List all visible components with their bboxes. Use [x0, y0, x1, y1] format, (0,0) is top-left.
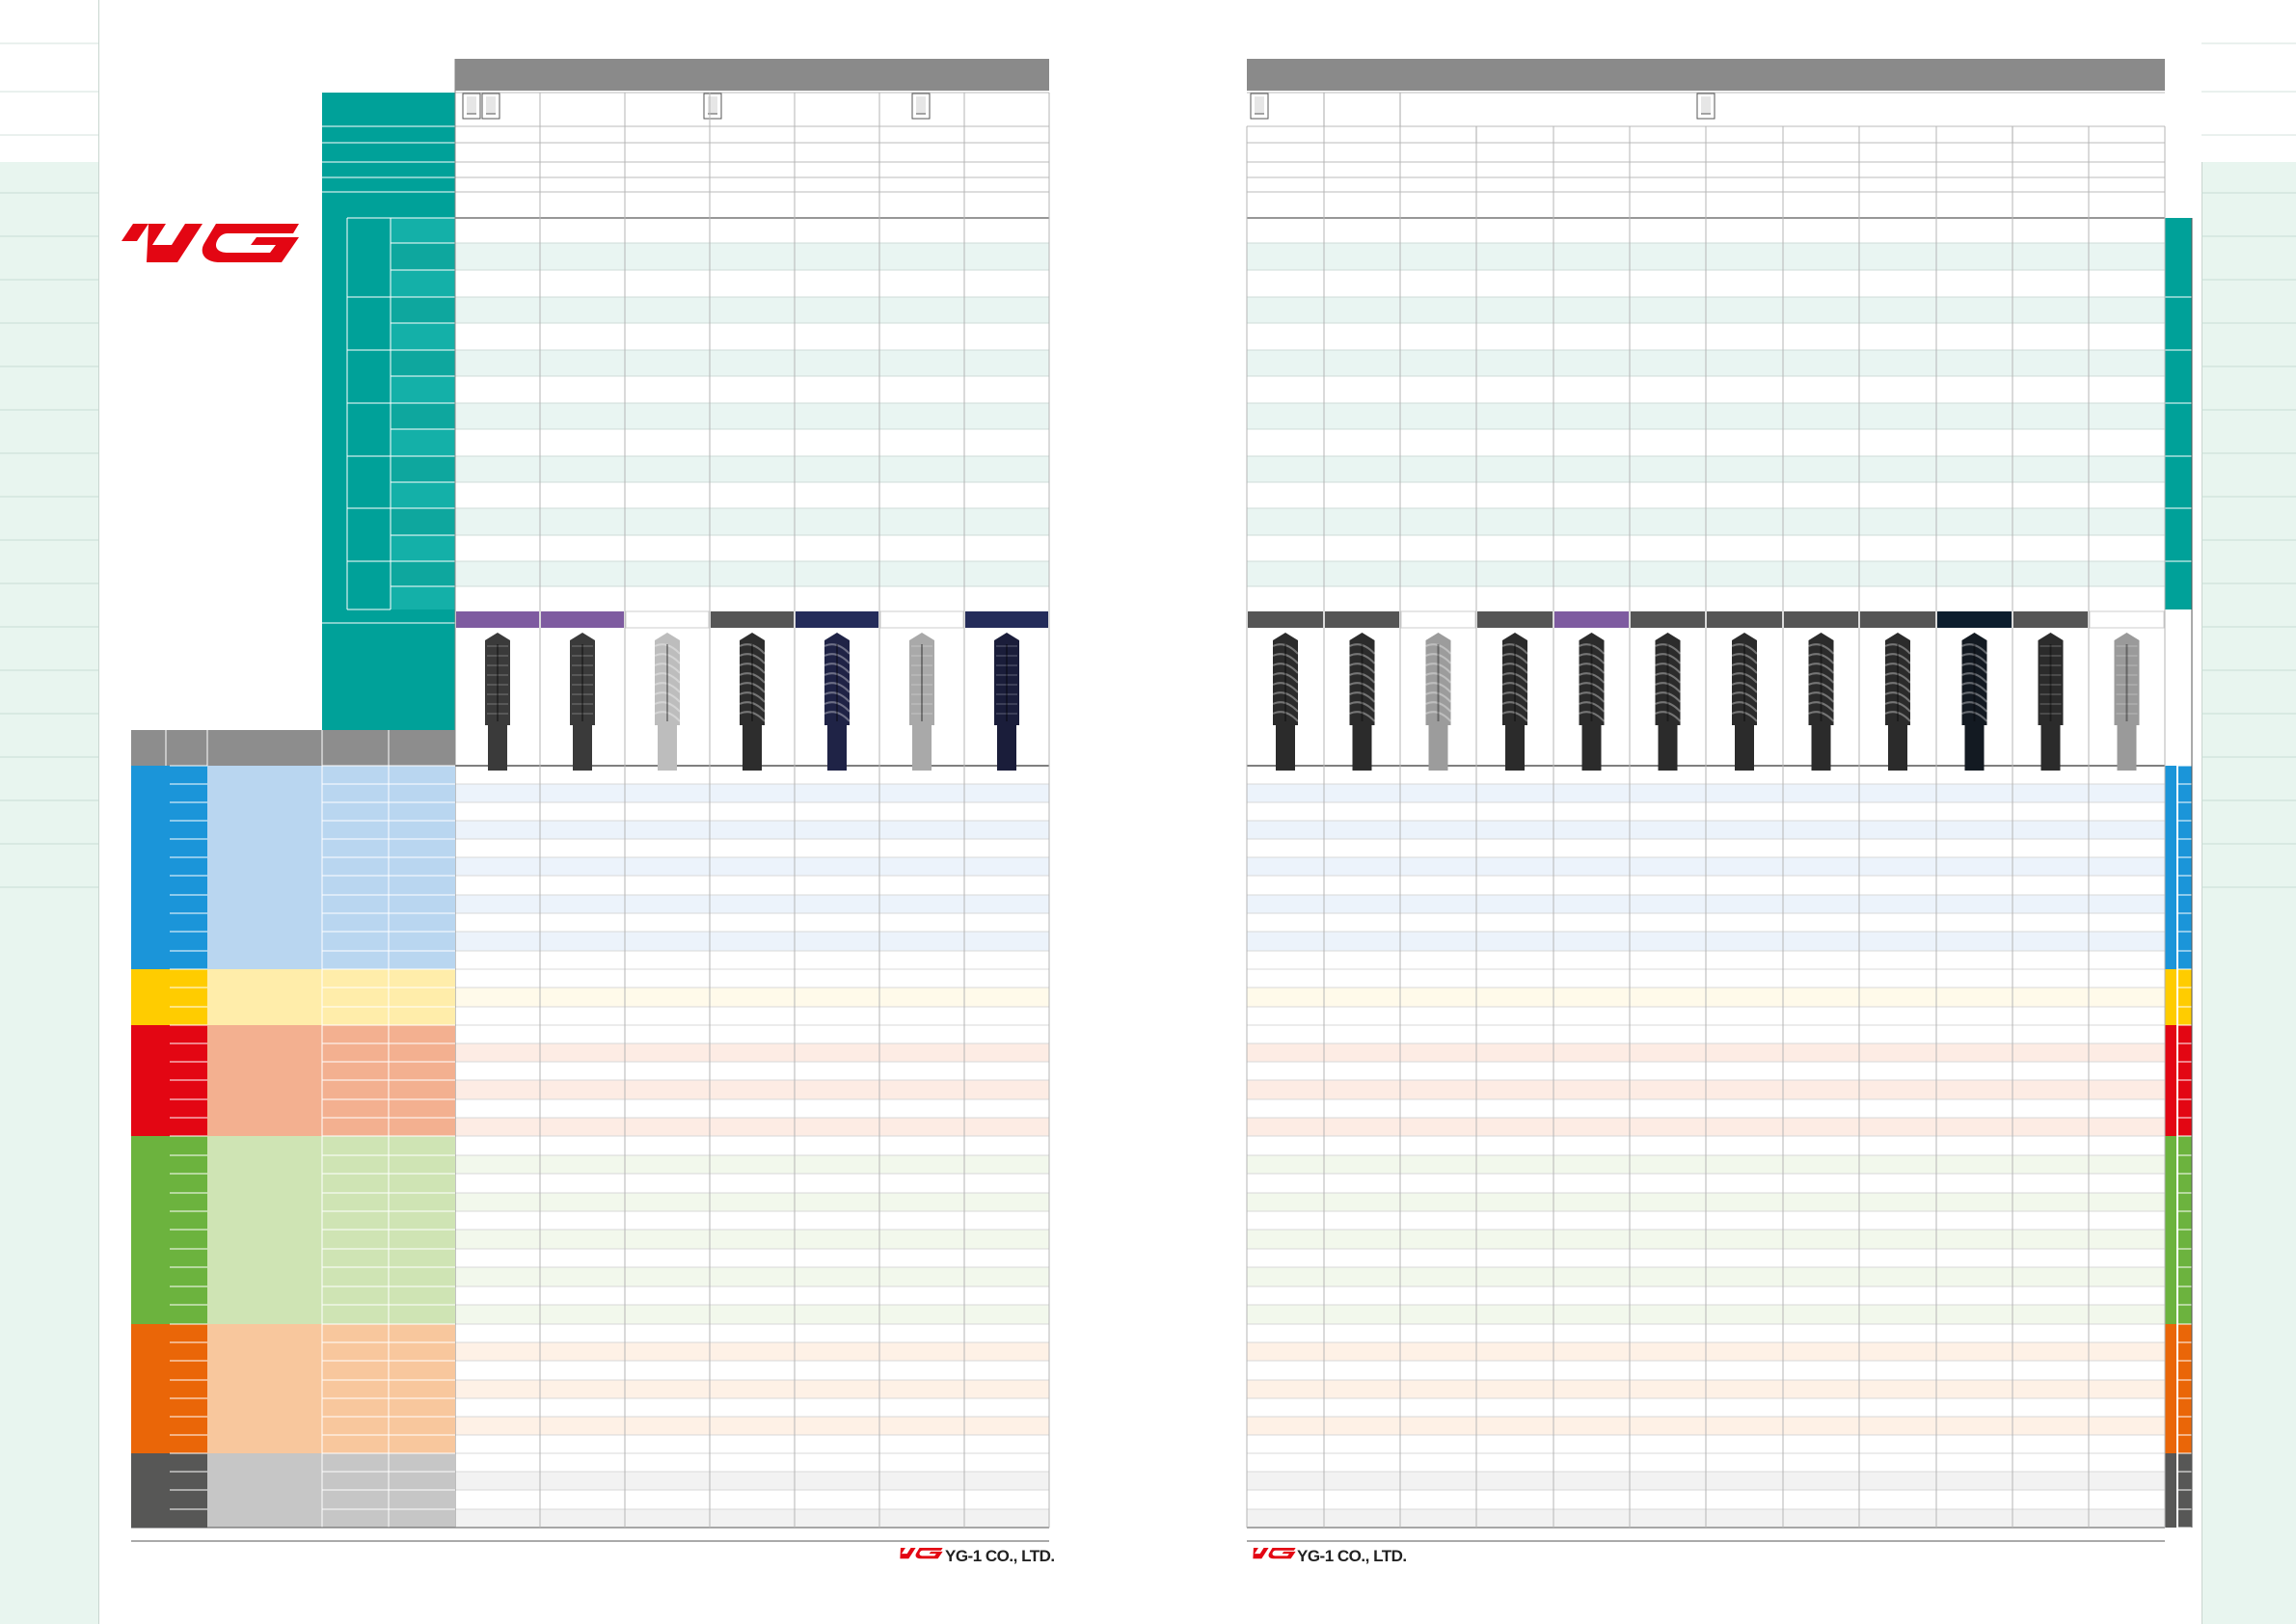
coating-swatch	[1477, 611, 1553, 628]
header-bar-right	[1247, 59, 2165, 91]
tap-blind-hole-icon	[912, 94, 930, 119]
material-row	[455, 1417, 1049, 1435]
teal-subrow	[391, 323, 455, 350]
material-name-N	[207, 1136, 322, 1324]
footer-logo-icon	[900, 1548, 942, 1558]
tap-tool-image	[1656, 633, 1681, 771]
tap-tool-image	[2039, 633, 2064, 771]
iso-edge-tab-S	[2178, 1324, 2192, 1453]
coating-swatch	[1325, 611, 1399, 628]
teal-subrow	[391, 586, 455, 609]
footer-company-left: YG-1 CO., LTD.	[945, 1547, 1055, 1565]
material-row	[455, 1342, 1049, 1361]
yg-logo-icon	[122, 224, 299, 262]
coating-swatch	[1707, 611, 1782, 628]
tap-tool-image	[909, 633, 934, 771]
tap-tool-image	[1809, 633, 1834, 771]
footer-company-right: YG-1 CO., LTD.	[1297, 1547, 1407, 1565]
material-name-M	[207, 969, 322, 1025]
teal-subrow	[391, 429, 455, 456]
app-row	[455, 243, 1049, 270]
logo-stroke	[122, 224, 149, 241]
tap-tool-image	[1426, 633, 1451, 771]
tap-blind-hole-icon	[1251, 94, 1268, 119]
iso-subgroup-P	[166, 766, 207, 969]
material-row	[455, 784, 1049, 802]
iso-edge-tab-P	[2165, 766, 2176, 969]
coating-swatch	[796, 611, 878, 628]
teal-subrow	[391, 535, 455, 561]
teal-subrow	[391, 297, 455, 323]
coating-swatch	[1937, 611, 2012, 628]
tap-tool-image	[740, 633, 765, 771]
app-row	[455, 297, 1049, 323]
coating-swatch	[880, 611, 963, 628]
material-row	[455, 1305, 1049, 1324]
footer-logo-icon	[1253, 1548, 1295, 1558]
material-row	[455, 821, 1049, 839]
teal-subrow	[391, 376, 455, 403]
tap-tool-image	[1732, 633, 1757, 771]
iso-group-K	[131, 1025, 166, 1136]
coating-swatch	[711, 611, 794, 628]
coating-swatch	[1554, 611, 1629, 628]
coating-swatch	[1860, 611, 1935, 628]
app-row	[455, 350, 1049, 376]
left-page	[131, 59, 1049, 1558]
material-row	[455, 1267, 1049, 1286]
tap-tool-image	[655, 633, 680, 771]
teal-subrow	[391, 218, 455, 243]
tap-tool-image	[1350, 633, 1375, 771]
iso-edge-tab-M	[2178, 969, 2192, 1025]
coating-swatch	[1784, 611, 1858, 628]
tap-tool-image	[824, 633, 850, 771]
material-row	[455, 1230, 1049, 1249]
material-row	[455, 1472, 1049, 1490]
tap-blind-hole-icon	[1697, 94, 1715, 119]
tap-tool-image	[570, 633, 595, 771]
app-row	[455, 403, 1049, 429]
teal-subrow	[391, 403, 455, 429]
teal-subrow	[391, 270, 455, 297]
app-row	[455, 561, 1049, 586]
iso-edge-tab-H	[2165, 1453, 2176, 1528]
material-row	[455, 1118, 1049, 1136]
iso-edge-tab-N	[2165, 1136, 2176, 1324]
iso-group-N	[131, 1136, 166, 1324]
iso-subgroup-M	[166, 969, 207, 1025]
tap-blind-hole-icon	[704, 94, 721, 119]
iso-subgroup-S	[166, 1324, 207, 1453]
logo-stroke	[203, 224, 299, 262]
right-page	[1247, 59, 2192, 1558]
coating-swatch	[1631, 611, 1705, 628]
tap-tool-image	[994, 633, 1019, 771]
material-row	[455, 1193, 1049, 1211]
tap-tool-image	[1502, 633, 1527, 771]
tap-tool-image	[1962, 633, 1987, 771]
teal-subrow	[391, 482, 455, 508]
teal-subrow	[391, 350, 455, 376]
teal-subrow	[391, 456, 455, 482]
tap-through-hole-icon	[463, 94, 480, 119]
material-row	[455, 857, 1049, 876]
coating-swatch	[2090, 611, 2164, 628]
tap-tool-image	[1885, 633, 1910, 771]
coating-swatch	[965, 611, 1048, 628]
tap-tool-image	[485, 633, 510, 771]
class-header	[131, 730, 455, 766]
material-row	[455, 932, 1049, 951]
tap-tool-image	[1580, 633, 1605, 771]
teal-subrow	[391, 508, 455, 535]
material-name-P	[207, 766, 322, 969]
coating-swatch	[541, 611, 624, 628]
material-name-S	[207, 1324, 322, 1453]
material-class-table	[131, 730, 455, 1528]
material-name-K	[207, 1025, 322, 1136]
iso-group-H	[131, 1453, 166, 1528]
iso-edge-tab-S	[2165, 1324, 2176, 1453]
coating-swatch	[456, 611, 539, 628]
material-row	[455, 1380, 1049, 1398]
material-row	[455, 1080, 1049, 1099]
teal-edge-tab	[2165, 218, 2192, 609]
logo-stroke	[147, 224, 203, 262]
iso-edge-tab-M	[2165, 969, 2176, 1025]
tap-tool-image	[2115, 633, 2140, 771]
tap-tool-image	[1273, 633, 1298, 771]
tap-through-hole-icon	[482, 94, 500, 119]
coating-swatch	[1248, 611, 1323, 628]
iso-group-M	[131, 969, 166, 1025]
material-row	[455, 1043, 1049, 1062]
coating-swatch	[626, 611, 709, 628]
gutter-top-right	[2201, 0, 2296, 162]
app-row	[455, 456, 1049, 482]
coating-swatch	[2013, 611, 2088, 628]
material-name-H	[207, 1453, 322, 1528]
header-icon-row	[463, 94, 930, 119]
gutter-top-left	[0, 0, 98, 162]
iso-group-S	[131, 1324, 166, 1453]
app-row	[455, 508, 1049, 535]
iso-group-P	[131, 766, 166, 969]
teal-subrow	[391, 561, 455, 586]
material-row	[455, 895, 1049, 913]
material-row	[455, 988, 1049, 1007]
coating-swatch	[1401, 611, 1475, 628]
header-bar-left	[455, 59, 1049, 91]
material-row	[455, 1155, 1049, 1174]
material-row	[455, 1509, 1049, 1528]
iso-edge-tab-K	[2165, 1025, 2176, 1136]
teal-subrow	[391, 243, 455, 270]
iso-edge-tab-P	[2178, 766, 2192, 969]
